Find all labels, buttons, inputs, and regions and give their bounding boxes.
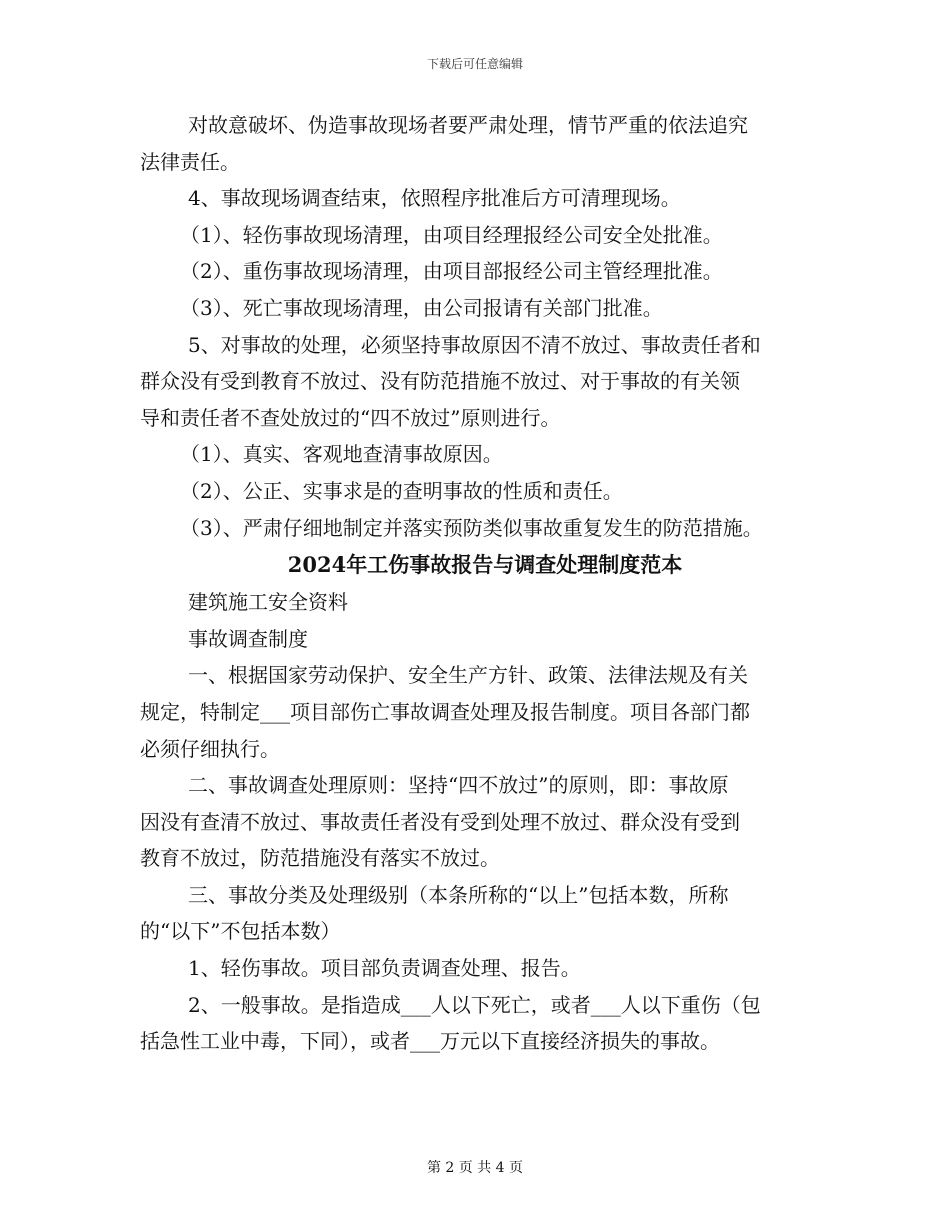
paragraph-line: 因没有查清不放过、事故责任者没有受到处理不放过、群众没有受到 [140, 809, 740, 834]
list-item: （2）、重伤事故现场清理，由项目部报经公司主管经理批准。 [180, 259, 723, 284]
paragraph-line: 2、一般事故。是指造成___人以下死亡，或者___人以下重伤（包 [188, 992, 761, 1017]
paragraph-line: 一、根据国家劳动保护、安全生产方针、政策、法律法规及有关 [188, 663, 748, 688]
paragraph-line: 括急性工业中毒，下同），或者___万元以下直接经济损失的事故。 [140, 1029, 720, 1054]
section-heading: 事故调查制度 [188, 626, 308, 651]
paragraph-line: 法律责任。 [140, 149, 240, 174]
paragraph-line: 的“以下”不包括本数） [140, 919, 341, 944]
paragraph-line: 对故意破坏、伪造事故现场者要严肃处理，情节严重的依法追究 [188, 113, 748, 137]
paragraph-line: 4、事故现场调查结束，依照程序批准后方可清理现场。 [188, 186, 681, 211]
paragraph-line: 5、对事故的处理，必须坚持事故原因不清不放过、事故责任者和 [188, 332, 761, 357]
document-title: 2024年工伤事故报告与调查处理制度范本 [287, 552, 683, 578]
page-header: 下载后可任意编辑 [426, 57, 523, 71]
list-item: （3）、死亡事故现场清理，由公司报请有关部门批准。 [180, 295, 663, 320]
document-body [140, 107, 830, 1060]
paragraph-line: 二、事故调查处理原则：坚持“四不放过”的原则，即：事故原 [188, 773, 729, 798]
list-item: （2）、公正、实事求是的查明事故的性质和责任。 [180, 478, 623, 503]
paragraph-line: 必须仔细执行。 [140, 736, 280, 761]
list-item: （1）、真实、客观地查清事故原因。 [180, 442, 503, 467]
paragraph-line: 1、轻伤事故。项目部负责调查处理、报告。 [188, 956, 581, 981]
paragraph-line: 三、事故分类及处理级别（本条所称的“以上”包括本数，所称 [188, 882, 729, 907]
paragraph-line: 导和责任者不查处放过的“四不放过”原则进行。 [140, 405, 561, 430]
paragraph-line: 群众没有受到教育不放过、没有防范措施不放过、对于事故的有关领 [140, 369, 740, 394]
list-item: （1）、轻伤事故现场清理，由项目经理报经公司安全处批准。 [180, 222, 723, 247]
page-footer: 第 2 页 共 4 页 [426, 1160, 524, 1176]
list-item: （3）、严肃仔细地制定并落实预防类似事故重复发生的防范措施。 [180, 515, 763, 540]
paragraph-line: 教育不放过，防范措施没有落实不放过。 [140, 846, 500, 871]
section-label: 建筑施工安全资料 [188, 590, 348, 615]
paragraph-line: 规定，特制定___项目部伤亡事故调查处理及报告制度。项目各部门都 [140, 699, 750, 724]
